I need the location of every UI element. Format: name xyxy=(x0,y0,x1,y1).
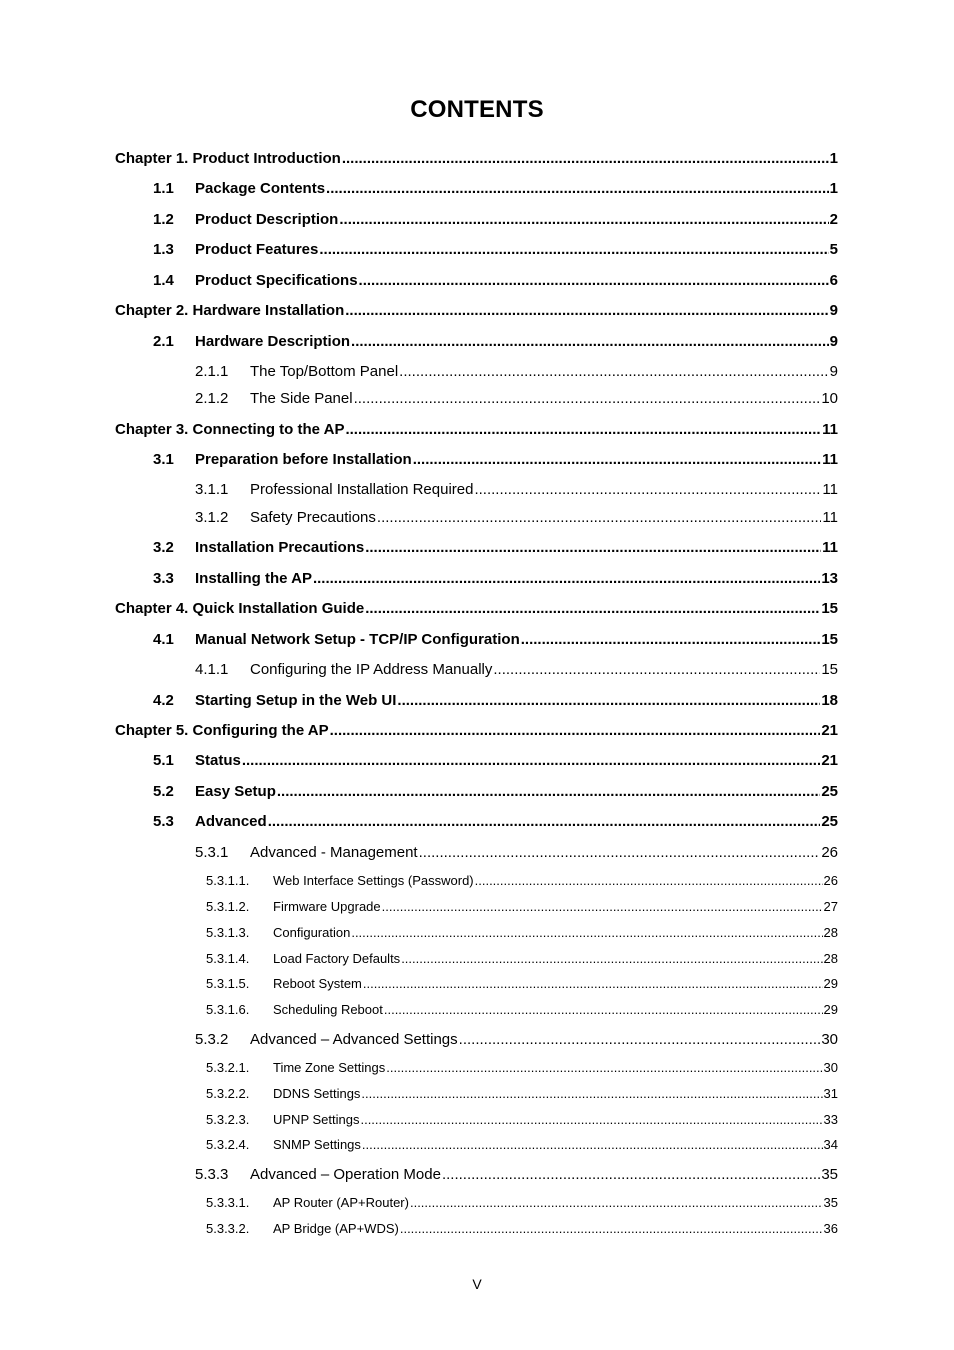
toc-entry-title: Starting Setup in the Web UI xyxy=(195,692,397,709)
toc-entry-title: Product Description xyxy=(195,211,339,228)
toc-entry-number: 5.3 xyxy=(153,813,174,830)
toc-entry-number: 5.3.3 xyxy=(195,1166,229,1183)
toc-entry-title: Installation Precautions xyxy=(195,539,365,556)
toc-entry[interactable] xyxy=(0,814,954,829)
toc-entry-page: 36 xyxy=(823,1221,838,1236)
toc-entry[interactable] xyxy=(0,926,954,939)
toc-entry-number: 1.1 xyxy=(153,180,174,197)
toc-entry-title: AP Bridge (AP+WDS) xyxy=(273,1221,399,1236)
toc-entry-number: 2.1 xyxy=(153,333,174,350)
toc-dot-leader xyxy=(360,1113,822,1126)
toc-entry-page: 28 xyxy=(823,925,838,940)
toc-entry-page: 29 xyxy=(823,1002,838,1017)
toc-entry-title: Installing the AP xyxy=(195,570,312,587)
toc-entry-number: 3.1.2 xyxy=(195,509,229,526)
toc-entry-page: 11 xyxy=(822,451,838,468)
toc-dot-leader xyxy=(354,391,821,406)
toc-entry-title: Product Specifications xyxy=(195,272,358,289)
toc-entry-page: 1 xyxy=(829,150,838,167)
toc-entry[interactable] xyxy=(0,1138,954,1151)
toc-entry-title: Chapter 4. Quick Installation Guide xyxy=(115,600,365,617)
toc-entry-number: 5.2 xyxy=(153,783,174,800)
toc-entry-number: 5.3.2.4. xyxy=(206,1137,250,1152)
toc-entry-title: Chapter 3. Connecting to the AP xyxy=(115,421,345,438)
toc-entry[interactable] xyxy=(0,1032,954,1047)
toc-entry[interactable] xyxy=(0,1113,954,1126)
toc-entry-title: Reboot System xyxy=(273,976,362,991)
toc-entry[interactable] xyxy=(0,422,954,437)
toc-dot-leader xyxy=(419,845,821,860)
toc-entry[interactable] xyxy=(0,632,954,647)
toc-entry[interactable] xyxy=(0,482,954,497)
toc-entry-number: 5.3.1 xyxy=(195,844,229,861)
toc-entry[interactable] xyxy=(0,364,954,379)
toc-dot-leader xyxy=(351,334,829,349)
toc-entry[interactable] xyxy=(0,952,954,965)
toc-entry-title: Safety Precautions xyxy=(250,509,376,526)
toc-dot-leader xyxy=(413,452,821,467)
toc-entry-page: 13 xyxy=(821,570,838,587)
page-number: V xyxy=(472,1276,482,1292)
toc-entry[interactable] xyxy=(0,334,954,349)
toc-entry-page: 11 xyxy=(822,509,838,526)
toc-entry-page: 35 xyxy=(821,1166,838,1183)
toc-entry-number: 5.3.1.2. xyxy=(206,899,250,914)
toc-entry-title: Scheduling Reboot xyxy=(273,1002,383,1017)
toc-entry-page: 15 xyxy=(821,631,838,648)
toc-entry[interactable] xyxy=(0,723,954,738)
toc-entry-page: 9 xyxy=(829,302,838,319)
toc-entry-number: 3.3 xyxy=(153,570,174,587)
toc-dot-leader xyxy=(410,1196,823,1209)
toc-entry-number: 5.3.2 xyxy=(195,1031,229,1048)
toc-entry[interactable] xyxy=(0,510,954,525)
toc-entry-page: 9 xyxy=(829,363,838,380)
toc-entry[interactable] xyxy=(0,1167,954,1182)
toc-entry-number: 3.1 xyxy=(153,451,174,468)
toc-entry-page: 35 xyxy=(823,1195,838,1210)
toc-entry-page: 26 xyxy=(821,844,838,861)
toc-dot-leader xyxy=(384,1003,823,1016)
toc-dot-leader xyxy=(242,753,820,768)
toc-entry[interactable] xyxy=(0,391,954,406)
toc-entry-number: 3.1.1 xyxy=(195,481,229,498)
toc-dot-leader xyxy=(400,1222,823,1235)
toc-entry[interactable] xyxy=(0,662,954,677)
toc-entry-number: 4.1.1 xyxy=(195,661,229,678)
toc-entry[interactable] xyxy=(0,1196,954,1209)
toc-entry-page: 1 xyxy=(829,180,838,197)
toc-dot-leader xyxy=(363,977,823,990)
toc-entry[interactable] xyxy=(0,242,954,257)
toc-dot-leader xyxy=(493,662,820,677)
toc-entry-page: 11 xyxy=(822,481,838,498)
toc-entry-title: Status xyxy=(195,752,241,769)
toc-entry-page: 27 xyxy=(823,899,838,914)
toc-entry-title: Configuring the IP Address Manually xyxy=(250,661,493,678)
toc-entry-number: 2.1.1 xyxy=(195,363,229,380)
toc-entry-title: The Side Panel xyxy=(250,390,353,407)
toc-dot-leader xyxy=(399,364,829,379)
toc-entry-number: 5.3.1.1. xyxy=(206,873,250,888)
toc-entry[interactable] xyxy=(0,1003,954,1016)
toc-entry-page: 2 xyxy=(829,211,838,228)
toc-entry-number: 5.3.2.3. xyxy=(206,1112,250,1127)
toc-entry-page: 15 xyxy=(821,661,838,678)
toc-dot-leader xyxy=(377,510,822,525)
toc-entry-title: Advanced xyxy=(195,813,267,830)
toc-entry-page: 11 xyxy=(822,539,838,556)
toc-entry-number: 5.3.1.3. xyxy=(206,925,250,940)
toc-entry[interactable] xyxy=(0,273,954,288)
toc-dot-leader xyxy=(365,540,821,555)
toc-entry-page: 28 xyxy=(823,951,838,966)
toc-dot-leader xyxy=(345,303,828,318)
toc-entry-number: 1.3 xyxy=(153,241,174,258)
toc-entry-page: 10 xyxy=(821,390,838,407)
toc-entry-title: SNMP Settings xyxy=(273,1137,361,1152)
toc-dot-leader xyxy=(362,1138,823,1151)
toc-dot-leader xyxy=(339,212,828,227)
toc-entry-number: 5.3.1.4. xyxy=(206,951,250,966)
toc-entry-page: 26 xyxy=(823,873,838,888)
toc-entry-title: Manual Network Setup - TCP/IP Configuration xyxy=(195,631,520,648)
toc-dot-leader xyxy=(382,900,823,913)
toc-entry[interactable] xyxy=(0,1222,954,1235)
toc-entry-title: Professional Installation Required xyxy=(250,481,474,498)
toc-dot-leader xyxy=(361,1087,822,1100)
toc-dot-leader xyxy=(359,273,829,288)
toc-entry-page: 6 xyxy=(829,272,838,289)
toc-entry[interactable] xyxy=(0,874,954,887)
toc-dot-leader xyxy=(326,181,829,196)
toc-entry[interactable] xyxy=(0,540,954,555)
toc-entry-page: 18 xyxy=(821,692,838,709)
toc-entry-page: 11 xyxy=(822,421,838,438)
toc-entry[interactable] xyxy=(0,151,954,166)
toc-entry-number: 5.3.2.2. xyxy=(206,1086,250,1101)
toc-entry-title: Chapter 2. Hardware Installation xyxy=(115,302,345,319)
toc-entry-page: 15 xyxy=(821,600,838,617)
toc-entry-number: 5.3.3.2. xyxy=(206,1221,250,1236)
toc-entry[interactable] xyxy=(0,693,954,708)
toc-entry-number: 5.3.1.6. xyxy=(206,1002,250,1017)
toc-entry-title: Product Features xyxy=(195,241,319,258)
toc-dot-leader xyxy=(474,482,821,497)
toc-dot-leader xyxy=(319,242,828,257)
toc-entry-title: Configuration xyxy=(273,925,351,940)
toc-entry[interactable] xyxy=(0,212,954,227)
toc-entry-page: 29 xyxy=(823,976,838,991)
toc-entry[interactable] xyxy=(0,1087,954,1100)
toc-entry-number: 4.2 xyxy=(153,692,174,709)
toc-entry-number: 5.1 xyxy=(153,752,174,769)
toc-dot-leader xyxy=(345,422,821,437)
toc-entry-number: 5.3.1.5. xyxy=(206,976,250,991)
toc-entry[interactable] xyxy=(0,900,954,913)
toc-entry-page: 5 xyxy=(829,241,838,258)
toc-entry-title: AP Router (AP+Router) xyxy=(273,1195,409,1210)
toc-dot-leader xyxy=(268,814,821,829)
toc-entry-page: 21 xyxy=(821,752,838,769)
toc-dot-leader xyxy=(342,151,829,166)
toc-entry-page: 25 xyxy=(821,783,838,800)
toc-entry-number: 2.1.2 xyxy=(195,390,229,407)
toc-entry[interactable] xyxy=(0,571,954,586)
toc-entry-title: Preparation before Installation xyxy=(195,451,412,468)
toc-entry-number: 3.2 xyxy=(153,539,174,556)
toc-dot-leader xyxy=(521,632,821,647)
toc-entry[interactable] xyxy=(0,452,954,467)
toc-dot-leader xyxy=(397,693,820,708)
toc-entry-page: 21 xyxy=(821,722,838,739)
toc-entry-title: The Top/Bottom Panel xyxy=(250,363,399,380)
toc-entry-page: 30 xyxy=(821,1031,838,1048)
toc-entry-title: Advanced – Operation Mode xyxy=(250,1166,441,1183)
toc-dot-leader xyxy=(401,952,822,965)
toc-entry-page: 33 xyxy=(823,1112,838,1127)
toc-entry[interactable] xyxy=(0,1061,954,1074)
toc-entry-title: Package Contents xyxy=(195,180,326,197)
toc-dot-leader xyxy=(459,1032,821,1047)
toc-entry[interactable] xyxy=(0,601,954,616)
toc-entry-title: Advanced – Advanced Settings xyxy=(250,1031,458,1048)
toc-entry-title: Advanced - Management xyxy=(250,844,418,861)
toc-entry[interactable] xyxy=(0,181,954,196)
toc-entry-page: 25 xyxy=(821,813,838,830)
toc-entry-title: Firmware Upgrade xyxy=(273,899,381,914)
toc-dot-leader xyxy=(365,601,820,616)
toc-entry-page: 34 xyxy=(823,1137,838,1152)
toc-dot-leader xyxy=(330,723,821,738)
toc-entry-number: 5.3.2.1. xyxy=(206,1060,250,1075)
toc-entry[interactable] xyxy=(0,845,954,860)
toc-dot-leader xyxy=(386,1061,822,1074)
toc-dot-leader xyxy=(351,926,822,939)
toc-entry-page: 9 xyxy=(829,333,838,350)
toc-entry-number: 5.3.3.1. xyxy=(206,1195,250,1210)
toc-entry-number: 1.4 xyxy=(153,272,174,289)
toc-entry-number: 1.2 xyxy=(153,211,174,228)
toc-entry-title: Chapter 1. Product Introduction xyxy=(115,150,341,167)
toc-entry-number: 4.1 xyxy=(153,631,174,648)
toc-entry-title: UPNP Settings xyxy=(273,1112,360,1127)
toc-entry-title: Web Interface Settings (Password) xyxy=(273,873,474,888)
toc-entry-title: Easy Setup xyxy=(195,783,276,800)
toc-dot-leader xyxy=(277,784,820,799)
toc-entry[interactable] xyxy=(0,784,954,799)
toc-dot-leader xyxy=(442,1167,820,1182)
toc-dot-leader xyxy=(313,571,820,586)
toc-entry[interactable] xyxy=(0,303,954,318)
toc-entry[interactable] xyxy=(0,977,954,990)
toc-entry-title: Chapter 5. Configuring the AP xyxy=(115,722,329,739)
toc-dot-leader xyxy=(475,874,823,887)
toc-entry-title: Load Factory Defaults xyxy=(273,951,401,966)
toc-entry[interactable] xyxy=(0,753,954,768)
toc-entry-title: DDNS Settings xyxy=(273,1086,361,1101)
page-title: CONTENTS xyxy=(410,96,544,123)
toc-entry-page: 30 xyxy=(823,1060,838,1075)
toc-entry-title: Hardware Description xyxy=(195,333,351,350)
toc-entry-page: 31 xyxy=(823,1086,838,1101)
toc-entry-title: Time Zone Settings xyxy=(273,1060,386,1075)
